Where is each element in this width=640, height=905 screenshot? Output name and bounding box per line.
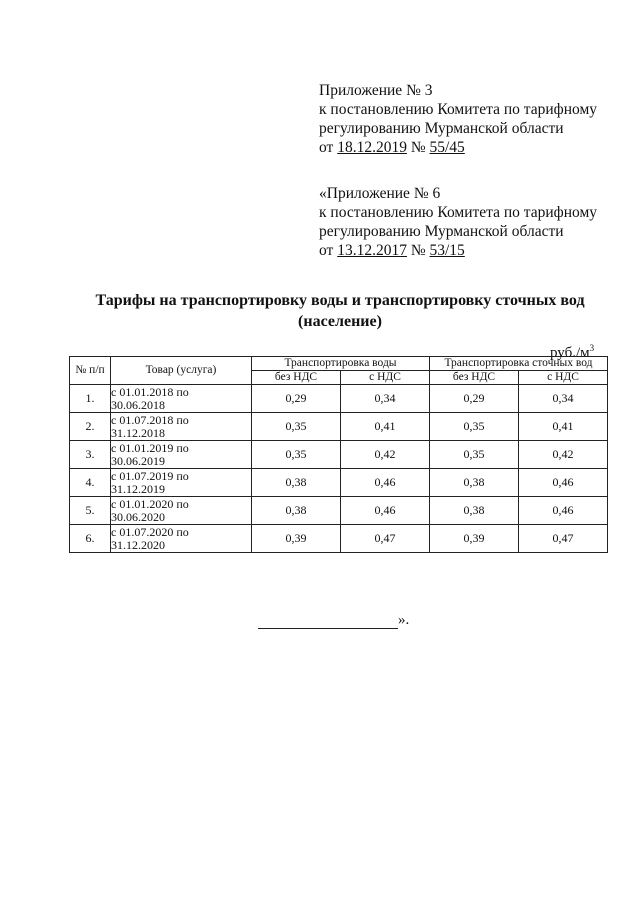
row-period-to: 30.06.2019 <box>111 453 165 468</box>
attachment-1-line1: Приложение № 3 <box>319 82 433 99</box>
row-period <box>111 441 252 469</box>
water-with-vat-cell: 0,34 <box>341 385 430 413</box>
row-period <box>111 525 252 553</box>
row-period-from: с 01.07.2020 по <box>111 524 189 539</box>
closing-quote: ». <box>398 612 410 628</box>
row-period-to: 31.12.2020 <box>111 537 165 552</box>
title-line2: (население) <box>298 313 382 330</box>
sewage-no-vat-cell: 0,35 <box>430 413 519 441</box>
attachment-1-line3: регулированию Мурманской области <box>319 120 564 137</box>
attachment-1-num-prefix: № <box>410 139 426 156</box>
water-with-vat-cell: 0,47 <box>341 525 430 553</box>
row-period-from: с 01.07.2018 по <box>111 412 189 427</box>
row-period-from: с 01.07.2019 по <box>111 468 189 483</box>
tariff-table <box>69 356 608 553</box>
attachment-2-line4 <box>319 241 597 260</box>
signature-line <box>258 614 398 629</box>
sewage-no-vat-cell: 0,39 <box>430 525 519 553</box>
title-line1: Тарифы на транспортировку воды и транспортировку сточных вод <box>95 292 585 309</box>
water-no-vat-cell: 0,38 <box>252 469 341 497</box>
row-period-to: 31.12.2018 <box>111 425 165 440</box>
row-period <box>111 469 252 497</box>
table-row <box>70 385 608 413</box>
attachment-2-line1: «Приложение № 6 <box>319 185 441 202</box>
row-period-from: с 01.01.2020 по <box>111 496 189 511</box>
attachment-2-line3: регулированию Мурманской области <box>319 223 564 240</box>
header-num: № п/п <box>70 357 111 385</box>
water-no-vat-cell: 0,39 <box>252 525 341 553</box>
row-num: 2. <box>70 413 111 441</box>
water-with-vat-cell: 0,46 <box>341 497 430 525</box>
water-no-vat-cell: 0,35 <box>252 441 341 469</box>
sewage-with-vat-cell: 0,47 <box>519 525 608 553</box>
row-period-from: с 01.01.2019 по <box>111 440 189 455</box>
row-period-to: 31.12.2019 <box>111 481 165 496</box>
sewage-no-vat-cell: 0,29 <box>430 385 519 413</box>
attachment-1-date: 18.12.2019 <box>337 139 407 156</box>
table-row <box>70 525 608 553</box>
header-sewage-no-vat: без НДС <box>430 371 519 385</box>
water-no-vat-cell: 0,29 <box>252 385 341 413</box>
row-period <box>111 385 252 413</box>
sewage-with-vat-cell: 0,34 <box>519 385 608 413</box>
table-row <box>70 469 608 497</box>
table-row <box>70 413 608 441</box>
row-num: 6. <box>70 525 111 553</box>
header-water: Транспортировка воды <box>252 357 430 371</box>
row-num: 3. <box>70 441 111 469</box>
attachment-2-line2: к постановлению Комитета по тарифному <box>319 204 598 221</box>
water-with-vat-cell: 0,46 <box>341 469 430 497</box>
attachment-2-number: 53/15 <box>429 242 465 259</box>
sewage-no-vat-cell: 0,38 <box>430 469 519 497</box>
attachment-header-2 <box>319 184 597 260</box>
attachment-1-line2: к постановлению Комитета по тарифному <box>319 101 598 118</box>
table-row <box>70 441 608 469</box>
row-period-to: 30.06.2018 <box>111 397 165 412</box>
water-with-vat-cell: 0,41 <box>341 413 430 441</box>
row-num: 1. <box>70 385 111 413</box>
header-water-no-vat: без НДС <box>252 371 341 385</box>
attachment-1-date-prefix: от <box>319 139 334 156</box>
header-sewage-with-vat: с НДС <box>519 371 608 385</box>
attachment-2-num-prefix: № <box>410 242 426 259</box>
attachment-1-number: 55/45 <box>429 139 465 156</box>
water-no-vat-cell: 0,38 <box>252 497 341 525</box>
sewage-no-vat-cell: 0,38 <box>430 497 519 525</box>
header-goods: Товар (услуга) <box>111 357 252 385</box>
attachment-header-1 <box>319 81 597 157</box>
water-with-vat-cell: 0,42 <box>341 441 430 469</box>
row-period <box>111 413 252 441</box>
row-num: 4. <box>70 469 111 497</box>
sewage-with-vat-cell: 0,46 <box>519 497 608 525</box>
water-no-vat-cell: 0,35 <box>252 413 341 441</box>
document-title <box>60 290 620 332</box>
sewage-with-vat-cell: 0,42 <box>519 441 608 469</box>
unit-exponent: 3 <box>589 343 595 353</box>
row-num: 5. <box>70 497 111 525</box>
row-period-to: 30.06.2020 <box>111 509 165 524</box>
header-sewage: Транспортировка сточных вод <box>430 357 608 371</box>
row-period-from: с 01.01.2018 по <box>111 384 189 399</box>
sewage-with-vat-cell: 0,41 <box>519 413 608 441</box>
unit-base: руб./м <box>550 345 590 361</box>
sewage-with-vat-cell: 0,46 <box>519 469 608 497</box>
attachment-2-date-prefix: от <box>319 242 334 259</box>
closing-mark <box>258 612 409 629</box>
attachment-2-date: 13.12.2017 <box>337 242 407 259</box>
table-row <box>70 497 608 525</box>
header-water-with-vat: с НДС <box>341 371 430 385</box>
sewage-no-vat-cell: 0,35 <box>430 441 519 469</box>
row-period <box>111 497 252 525</box>
attachment-1-line4 <box>319 138 597 157</box>
